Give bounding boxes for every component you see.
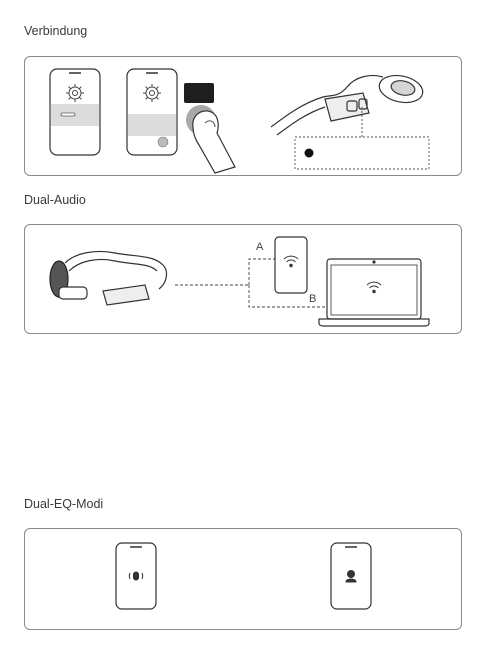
eq-modes-illustration — [25, 529, 461, 629]
section-title-dual-eq-modi: Dual-EQ-Modi — [24, 497, 104, 511]
indicator-dot — [305, 149, 314, 158]
wifi-icon — [367, 282, 381, 293]
eq-mode-icon — [346, 571, 356, 583]
phone-settings-2 — [127, 69, 177, 155]
tooltip-box — [184, 83, 214, 103]
section-title-verbindung: Verbindung — [24, 24, 88, 38]
connection-illustration — [25, 57, 461, 175]
eq-mode-icon — [129, 572, 142, 580]
gear-icon — [66, 84, 84, 102]
dual-audio-panel — [24, 224, 462, 334]
eq-modes-panel — [24, 528, 462, 630]
callout-box — [295, 137, 429, 169]
label-a: A — [256, 241, 264, 253]
phone-settings-1 — [50, 69, 100, 155]
section-title-dual-audio: Dual-Audio — [24, 193, 86, 207]
dual-audio-illustration — [25, 225, 461, 333]
headphones-illustration — [50, 251, 166, 305]
gear-icon — [143, 84, 161, 102]
connection-panel — [24, 56, 462, 176]
label-b: B — [309, 293, 317, 305]
headphone-side — [271, 72, 425, 135]
finger-illustration — [193, 111, 235, 173]
